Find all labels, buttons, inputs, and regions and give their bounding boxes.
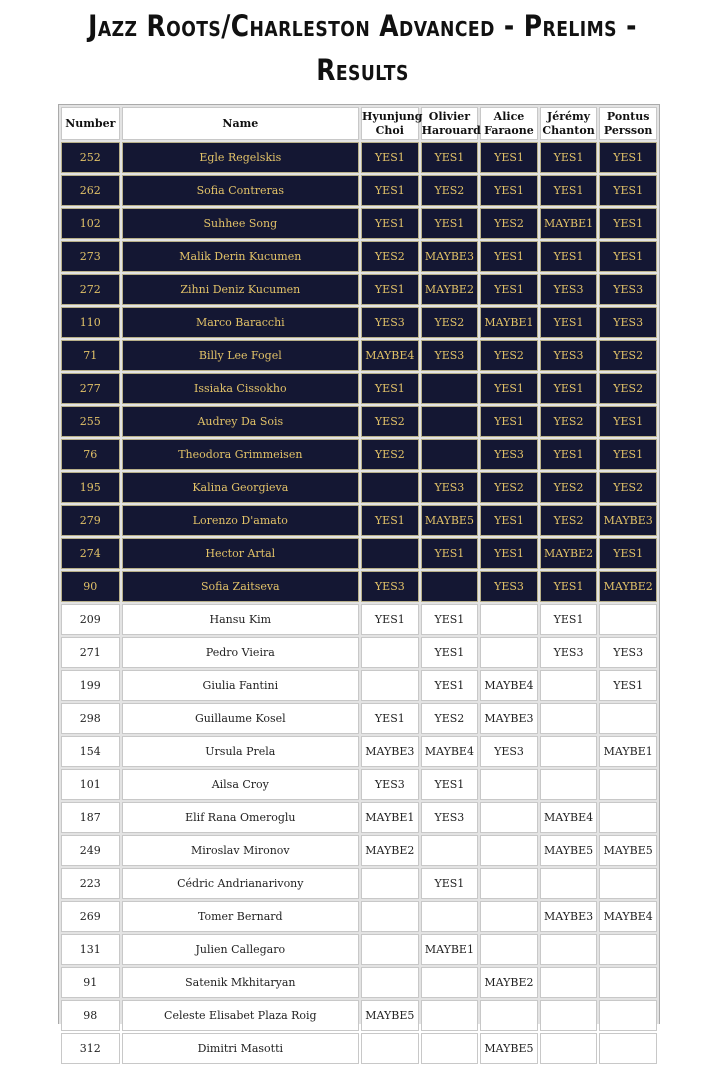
- table-row: [61, 736, 657, 767]
- results-body: [61, 142, 657, 1064]
- header-judge-4: Jérémy Chanton: [540, 107, 598, 140]
- cell-judge-4: MAYBE2: [540, 538, 598, 569]
- cell-judge-5: [599, 967, 657, 998]
- cell-judge-4: [540, 670, 598, 701]
- cell-number: 277: [61, 373, 120, 404]
- cell-judge-5: [599, 769, 657, 800]
- table-row: [61, 373, 657, 404]
- cell-name: Ursula Prela: [122, 736, 359, 767]
- cell-judge-2: YES3: [421, 340, 479, 371]
- cell-judge-1: [361, 637, 419, 668]
- table-row: [61, 307, 657, 338]
- cell-judge-4: [540, 769, 598, 800]
- cell-judge-5: [599, 802, 657, 833]
- cell-judge-1: YES2: [361, 439, 419, 470]
- cell-judge-2: YES3: [421, 802, 479, 833]
- cell-judge-4: YES1: [540, 373, 598, 404]
- cell-judge-1: [361, 472, 419, 503]
- cell-judge-2: MAYBE4: [421, 736, 479, 767]
- cell-judge-5: YES1: [599, 241, 657, 272]
- cell-number: 252: [61, 142, 120, 173]
- cell-judge-3: [480, 835, 538, 866]
- cell-judge-4: YES3: [540, 637, 598, 668]
- cell-judge-2: YES1: [421, 868, 479, 899]
- cell-name: Hector Artal: [122, 538, 359, 569]
- cell-name: Marco Baracchi: [122, 307, 359, 338]
- cell-judge-3: [480, 901, 538, 932]
- cell-judge-1: YES2: [361, 241, 419, 272]
- cell-name: Elif Rana Omeroglu: [122, 802, 359, 833]
- cell-number: 269: [61, 901, 120, 932]
- cell-number: 131: [61, 934, 120, 965]
- cell-number: 223: [61, 868, 120, 899]
- cell-judge-2: YES1: [421, 604, 479, 635]
- cell-judge-1: [361, 538, 419, 569]
- cell-judge-3: YES1: [480, 241, 538, 272]
- cell-judge-2: [421, 373, 479, 404]
- cell-judge-2: MAYBE3: [421, 241, 479, 272]
- cell-judge-2: YES1: [421, 769, 479, 800]
- cell-judge-2: YES1: [421, 142, 479, 173]
- cell-judge-1: YES3: [361, 307, 419, 338]
- cell-judge-3: YES1: [480, 142, 538, 173]
- cell-name: Malik Derin Kucumen: [122, 241, 359, 272]
- header-judge-5: Pontus Persson: [599, 107, 657, 140]
- cell-judge-3: YES3: [480, 571, 538, 602]
- cell-name: Giulia Fantini: [122, 670, 359, 701]
- results-table-container: [58, 104, 660, 1055]
- cell-judge-4: [540, 703, 598, 734]
- cell-name: Issiaka Cissokho: [122, 373, 359, 404]
- table-row: [61, 241, 657, 272]
- table-row: [61, 472, 657, 503]
- cell-judge-3: YES1: [480, 505, 538, 536]
- cell-judge-4: [540, 967, 598, 998]
- cell-judge-2: YES2: [421, 175, 479, 206]
- cell-judge-5: YES1: [599, 406, 657, 437]
- cell-judge-4: YES3: [540, 340, 598, 371]
- cell-name: Hansu Kim: [122, 604, 359, 635]
- cell-judge-5: MAYBE4: [599, 901, 657, 932]
- cell-judge-3: MAYBE5: [480, 1033, 538, 1064]
- cell-judge-5: YES1: [599, 670, 657, 701]
- cell-judge-4: YES1: [540, 307, 598, 338]
- cell-number: 90: [61, 571, 120, 602]
- cell-name: Miroslav Mironov: [122, 835, 359, 866]
- cell-judge-4: [540, 1000, 598, 1031]
- cell-number: 298: [61, 703, 120, 734]
- table-row: [61, 439, 657, 470]
- cell-judge-1: MAYBE2: [361, 835, 419, 866]
- cell-judge-5: [599, 1000, 657, 1031]
- cell-judge-1: [361, 1033, 419, 1064]
- cell-number: 101: [61, 769, 120, 800]
- cell-number: 273: [61, 241, 120, 272]
- cell-number: 154: [61, 736, 120, 767]
- cell-judge-1: [361, 934, 419, 965]
- cell-judge-2: MAYBE2: [421, 274, 479, 305]
- page-title: [51, 4, 675, 92]
- cell-judge-5: YES2: [599, 340, 657, 371]
- results-table: [59, 105, 659, 1066]
- cell-judge-1: YES1: [361, 274, 419, 305]
- cell-number: 187: [61, 802, 120, 833]
- cell-judge-2: YES2: [421, 307, 479, 338]
- cell-judge-1: YES1: [361, 604, 419, 635]
- cell-judge-2: [421, 406, 479, 437]
- table-row: [61, 406, 657, 437]
- cell-judge-5: MAYBE2: [599, 571, 657, 602]
- cell-judge-4: YES2: [540, 472, 598, 503]
- title-line-2: Results: [316, 53, 409, 87]
- cell-judge-3: YES3: [480, 439, 538, 470]
- cell-name: Egle Regelskis: [122, 142, 359, 173]
- cell-judge-1: MAYBE5: [361, 1000, 419, 1031]
- cell-name: Sofia Zaitseva: [122, 571, 359, 602]
- cell-judge-4: MAYBE5: [540, 835, 598, 866]
- table-row: [61, 1000, 657, 1031]
- cell-judge-3: YES1: [480, 175, 538, 206]
- cell-judge-4: YES1: [540, 175, 598, 206]
- cell-name: Guillaume Kosel: [122, 703, 359, 734]
- cell-judge-3: [480, 637, 538, 668]
- title-line-1: Jazz Roots/Charleston Advanced - Prelims -: [88, 9, 637, 43]
- cell-judge-2: YES1: [421, 670, 479, 701]
- cell-name: Billy Lee Fogel: [122, 340, 359, 371]
- cell-judge-2: YES1: [421, 637, 479, 668]
- cell-judge-2: [421, 967, 479, 998]
- cell-judge-2: YES1: [421, 538, 479, 569]
- cell-judge-3: YES1: [480, 406, 538, 437]
- table-row: [61, 703, 657, 734]
- cell-name: Theodora Grimmeisen: [122, 439, 359, 470]
- cell-judge-4: YES1: [540, 142, 598, 173]
- cell-number: 274: [61, 538, 120, 569]
- cell-judge-5: [599, 868, 657, 899]
- cell-judge-4: YES1: [540, 571, 598, 602]
- cell-judge-1: [361, 868, 419, 899]
- cell-number: 312: [61, 1033, 120, 1064]
- cell-judge-5: [599, 1033, 657, 1064]
- cell-judge-3: YES3: [480, 736, 538, 767]
- table-row: [61, 505, 657, 536]
- cell-name: Sofia Contreras: [122, 175, 359, 206]
- cell-judge-1: YES1: [361, 373, 419, 404]
- cell-judge-3: [480, 1000, 538, 1031]
- table-row: [61, 538, 657, 569]
- header-name: Name: [122, 107, 359, 140]
- cell-judge-3: MAYBE4: [480, 670, 538, 701]
- cell-name: Zihni Deniz Kucumen: [122, 274, 359, 305]
- cell-judge-4: [540, 736, 598, 767]
- table-row: [61, 934, 657, 965]
- cell-judge-2: YES2: [421, 703, 479, 734]
- cell-judge-4: [540, 1033, 598, 1064]
- cell-judge-4: YES1: [540, 241, 598, 272]
- cell-judge-2: [421, 835, 479, 866]
- table-row: [61, 868, 657, 899]
- cell-number: 91: [61, 967, 120, 998]
- cell-judge-3: [480, 868, 538, 899]
- cell-judge-5: [599, 703, 657, 734]
- cell-judge-1: YES1: [361, 703, 419, 734]
- cell-judge-1: YES1: [361, 175, 419, 206]
- table-row: [61, 340, 657, 371]
- cell-judge-4: MAYBE3: [540, 901, 598, 932]
- cell-judge-5: YES1: [599, 538, 657, 569]
- cell-judge-1: MAYBE3: [361, 736, 419, 767]
- table-row: [61, 274, 657, 305]
- cell-judge-1: MAYBE1: [361, 802, 419, 833]
- cell-judge-1: MAYBE4: [361, 340, 419, 371]
- cell-name: Cédric Andrianarivony: [122, 868, 359, 899]
- cell-judge-1: YES1: [361, 142, 419, 173]
- cell-judge-5: [599, 934, 657, 965]
- cell-judge-5: YES3: [599, 274, 657, 305]
- cell-number: 102: [61, 208, 120, 239]
- cell-judge-4: YES3: [540, 274, 598, 305]
- cell-judge-2: [421, 439, 479, 470]
- cell-judge-1: YES3: [361, 571, 419, 602]
- table-row: [61, 208, 657, 239]
- cell-number: 255: [61, 406, 120, 437]
- cell-number: 272: [61, 274, 120, 305]
- cell-judge-4: MAYBE1: [540, 208, 598, 239]
- table-row: [61, 175, 657, 206]
- table-row: [61, 637, 657, 668]
- cell-judge-1: [361, 901, 419, 932]
- cell-number: 262: [61, 175, 120, 206]
- cell-judge-1: YES1: [361, 505, 419, 536]
- cell-judge-3: MAYBE1: [480, 307, 538, 338]
- cell-name: Ailsa Croy: [122, 769, 359, 800]
- cell-judge-3: YES1: [480, 538, 538, 569]
- cell-judge-4: YES2: [540, 406, 598, 437]
- table-row: [61, 835, 657, 866]
- cell-name: Tomer Bernard: [122, 901, 359, 932]
- table-row: [61, 802, 657, 833]
- cell-judge-1: YES1: [361, 208, 419, 239]
- cell-judge-2: [421, 901, 479, 932]
- table-row: [61, 670, 657, 701]
- cell-judge-4: YES2: [540, 505, 598, 536]
- cell-judge-1: YES3: [361, 769, 419, 800]
- cell-judge-4: MAYBE4: [540, 802, 598, 833]
- table-row: [61, 769, 657, 800]
- cell-judge-4: YES1: [540, 439, 598, 470]
- cell-name: Lorenzo D'amato: [122, 505, 359, 536]
- cell-judge-1: [361, 967, 419, 998]
- table-row: [61, 1033, 657, 1064]
- cell-judge-3: MAYBE3: [480, 703, 538, 734]
- cell-number: 98: [61, 1000, 120, 1031]
- cell-number: 110: [61, 307, 120, 338]
- cell-judge-2: [421, 571, 479, 602]
- table-row: [61, 571, 657, 602]
- cell-judge-5: YES2: [599, 472, 657, 503]
- cell-judge-3: YES2: [480, 472, 538, 503]
- cell-judge-5: YES1: [599, 439, 657, 470]
- cell-judge-4: [540, 934, 598, 965]
- cell-judge-4: [540, 868, 598, 899]
- cell-judge-3: [480, 769, 538, 800]
- cell-judge-5: YES1: [599, 142, 657, 173]
- table-row: [61, 901, 657, 932]
- cell-name: Kalina Georgieva: [122, 472, 359, 503]
- cell-number: 271: [61, 637, 120, 668]
- cell-judge-3: [480, 934, 538, 965]
- cell-judge-3: [480, 802, 538, 833]
- table-row: [61, 142, 657, 173]
- cell-judge-2: MAYBE5: [421, 505, 479, 536]
- cell-judge-2: MAYBE1: [421, 934, 479, 965]
- cell-judge-5: MAYBE5: [599, 835, 657, 866]
- header-judge-1: Hyunjung Choi: [361, 107, 419, 140]
- cell-judge-5: YES1: [599, 175, 657, 206]
- cell-name: Celeste Elisabet Plaza Roig: [122, 1000, 359, 1031]
- cell-name: Julien Callegaro: [122, 934, 359, 965]
- cell-number: 76: [61, 439, 120, 470]
- cell-name: Dimitri Masotti: [122, 1033, 359, 1064]
- cell-judge-3: YES2: [480, 340, 538, 371]
- cell-judge-3: MAYBE2: [480, 967, 538, 998]
- cell-judge-5: MAYBE1: [599, 736, 657, 767]
- cell-judge-4: YES1: [540, 604, 598, 635]
- cell-judge-5: YES3: [599, 307, 657, 338]
- cell-judge-5: YES2: [599, 373, 657, 404]
- cell-judge-5: YES1: [599, 208, 657, 239]
- cell-number: 209: [61, 604, 120, 635]
- table-row: [61, 604, 657, 635]
- cell-name: Suhhee Song: [122, 208, 359, 239]
- cell-judge-5: [599, 604, 657, 635]
- cell-judge-5: MAYBE3: [599, 505, 657, 536]
- cell-judge-2: YES3: [421, 472, 479, 503]
- cell-name: Pedro Vieira: [122, 637, 359, 668]
- header-judge-2: Olivier Harouard: [421, 107, 479, 140]
- cell-judge-1: [361, 670, 419, 701]
- cell-number: 71: [61, 340, 120, 371]
- cell-judge-3: [480, 604, 538, 635]
- cell-number: 195: [61, 472, 120, 503]
- cell-judge-3: YES1: [480, 274, 538, 305]
- cell-judge-3: YES1: [480, 373, 538, 404]
- table-row: [61, 967, 657, 998]
- cell-number: 199: [61, 670, 120, 701]
- header-judge-3: Alice Faraone: [480, 107, 538, 140]
- cell-judge-2: YES1: [421, 208, 479, 239]
- cell-number: 249: [61, 835, 120, 866]
- cell-name: Satenik Mkhitaryan: [122, 967, 359, 998]
- cell-judge-1: YES2: [361, 406, 419, 437]
- header-number: Number: [61, 107, 120, 140]
- cell-judge-2: [421, 1000, 479, 1031]
- header-row: [61, 107, 657, 140]
- cell-name: Audrey Da Sois: [122, 406, 359, 437]
- cell-number: 279: [61, 505, 120, 536]
- cell-judge-3: YES2: [480, 208, 538, 239]
- cell-judge-5: YES3: [599, 637, 657, 668]
- cell-judge-2: [421, 1033, 479, 1064]
